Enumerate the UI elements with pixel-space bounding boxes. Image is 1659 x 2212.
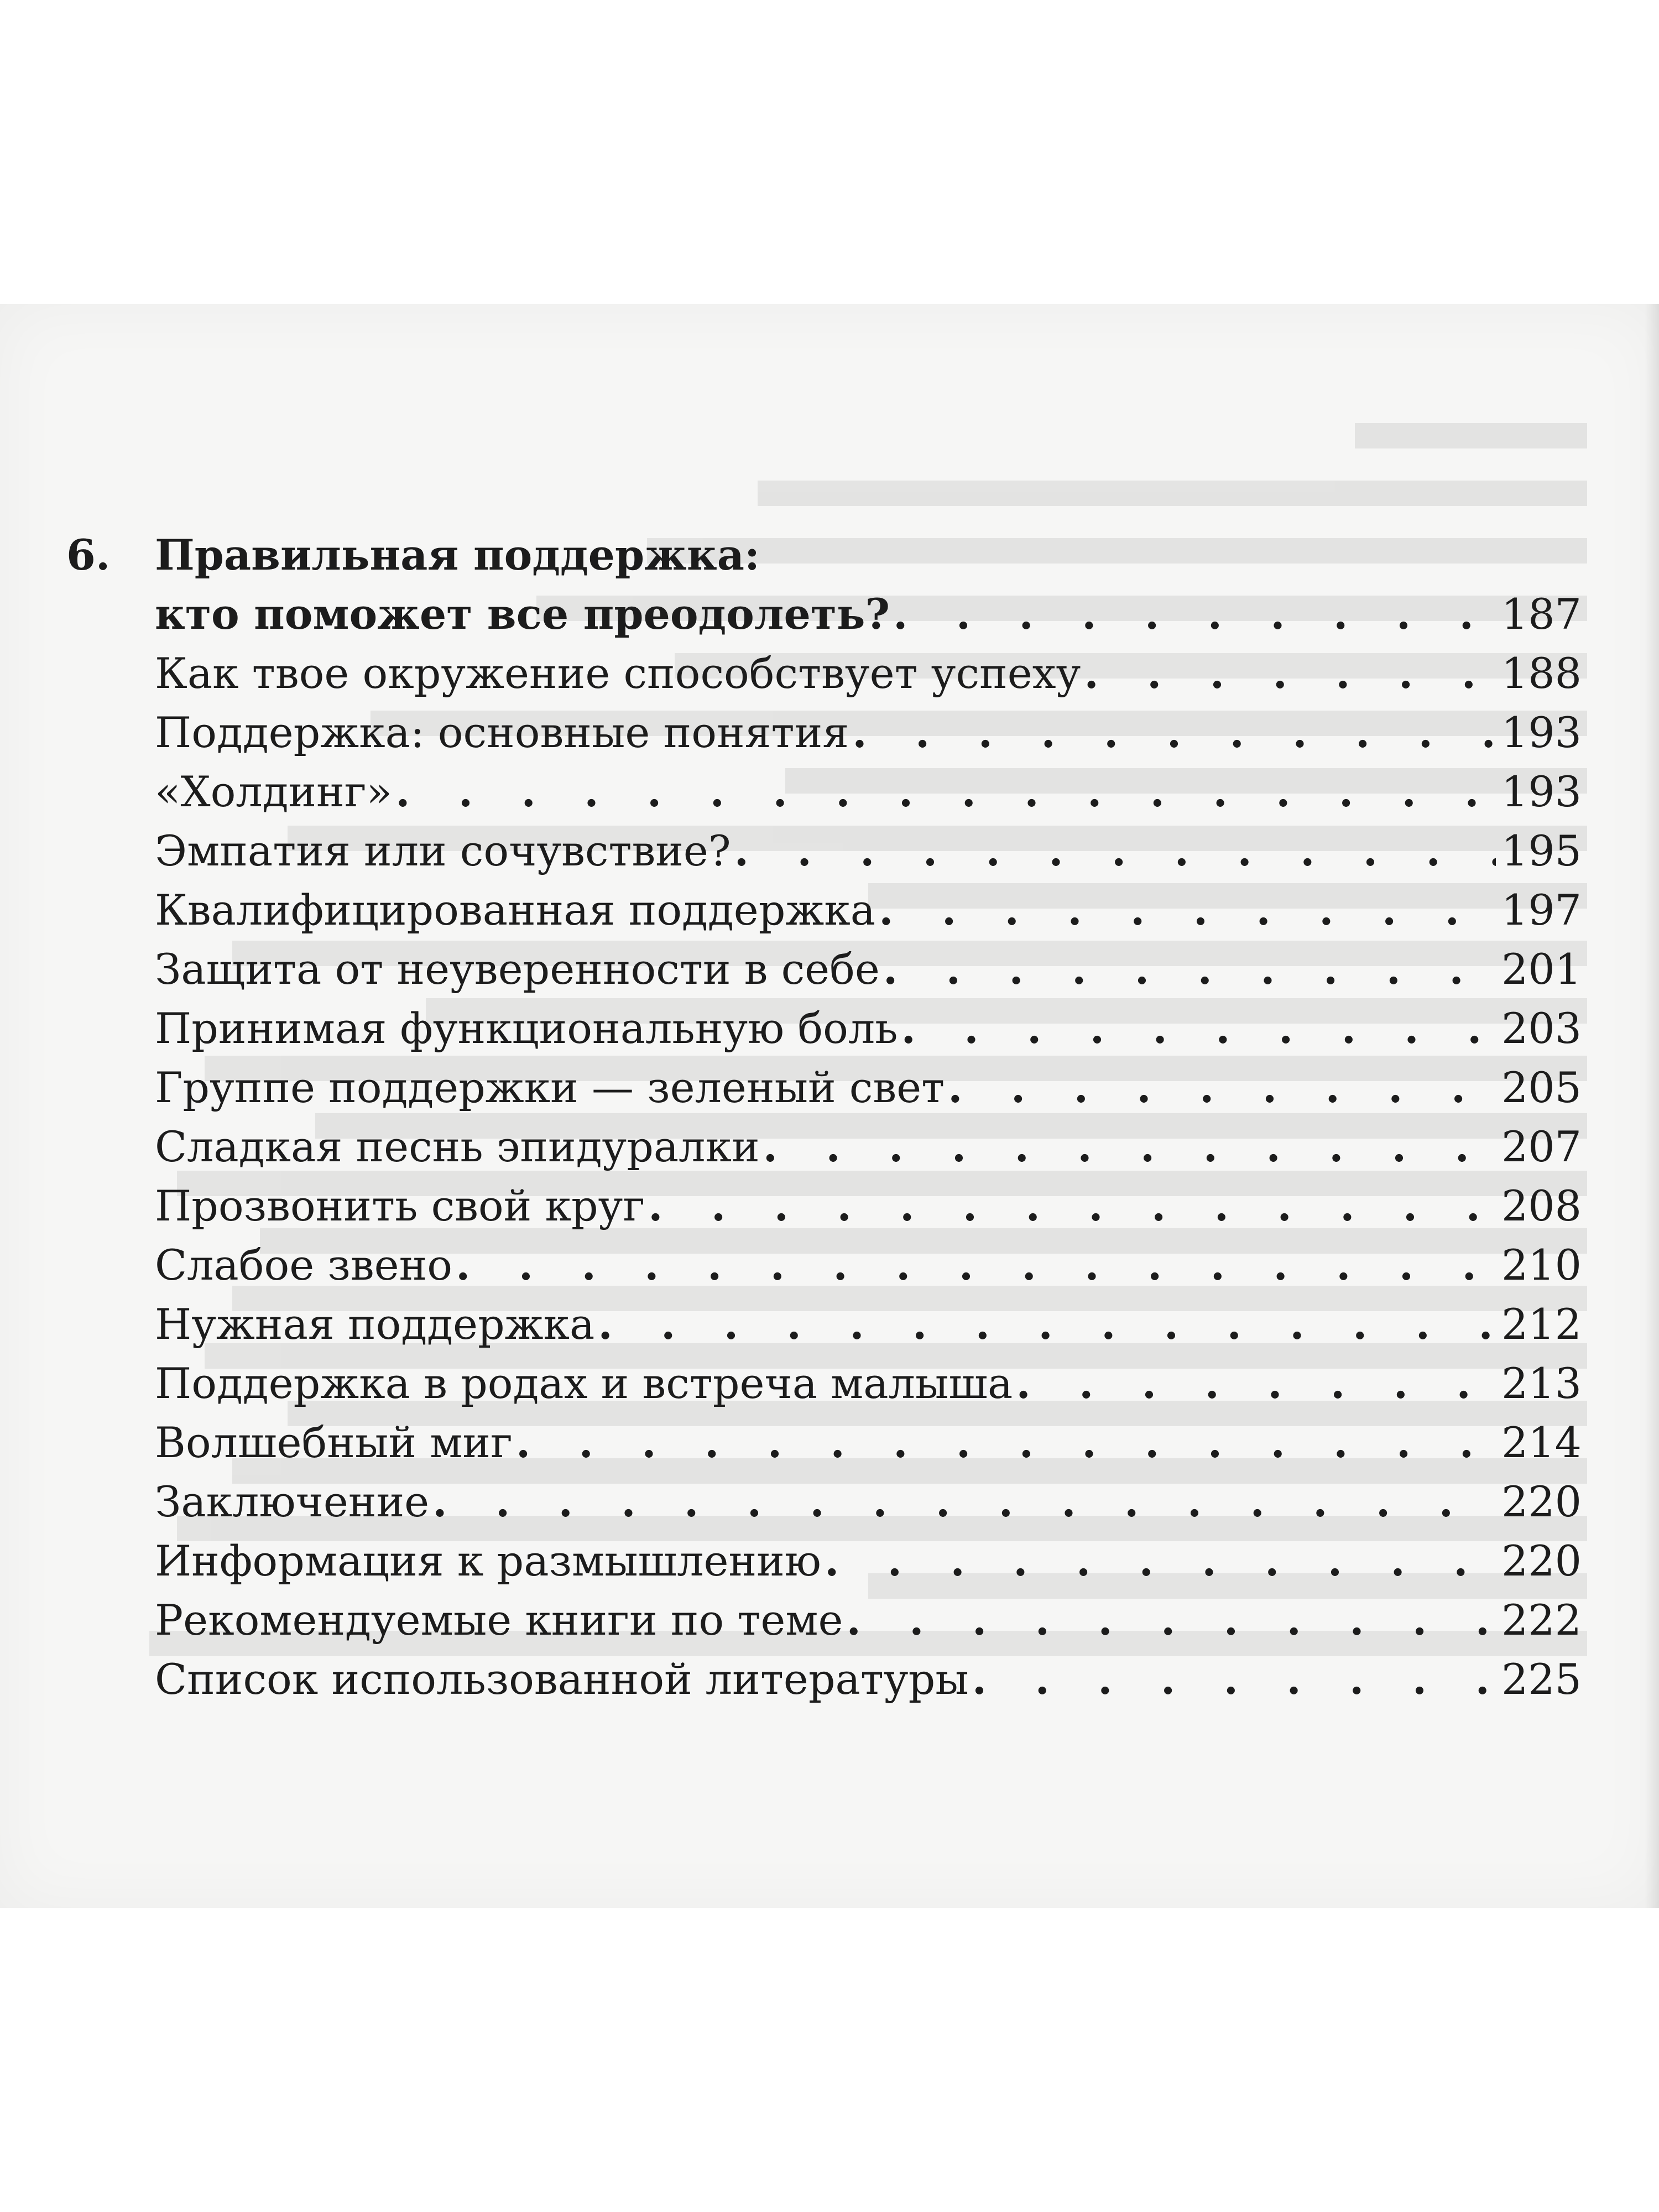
chapter-heading-line-2 — [66, 585, 1582, 644]
dot-leader — [395, 762, 1496, 821]
chapter-page-number: 187 — [1501, 589, 1582, 639]
toc-entry-title: Информация к размышлению — [155, 1536, 821, 1585]
dot-leader — [648, 1176, 1496, 1235]
toc-entry-title: Волшебный миг — [155, 1418, 513, 1467]
toc-entry-page: 193 — [1501, 767, 1582, 816]
toc-entry-page: 201 — [1501, 945, 1582, 994]
toc-entry-link[interactable] — [155, 1650, 1582, 1709]
toc-entry-page: 222 — [1501, 1595, 1582, 1645]
toc-entry — [66, 1590, 1582, 1650]
toc-entry — [66, 703, 1582, 762]
toc-entry — [66, 644, 1582, 703]
toc-entry-link[interactable] — [155, 1295, 1582, 1354]
toc-entry-link[interactable] — [155, 999, 1582, 1058]
page-edge-shadow — [1645, 304, 1659, 1908]
dot-leader — [972, 1650, 1496, 1709]
toc-entry-link[interactable] — [155, 1354, 1582, 1413]
toc-entry-link[interactable] — [155, 703, 1582, 762]
toc-entry-link[interactable] — [155, 762, 1582, 821]
toc-entry-link[interactable] — [155, 880, 1582, 940]
dot-leader — [846, 1590, 1495, 1650]
toc-entry — [66, 940, 1582, 999]
toc-entry-link[interactable] — [155, 1590, 1582, 1650]
toc-entry-title: Поддержка в родах и встреча малыша — [155, 1359, 1013, 1408]
toc-entry — [66, 762, 1582, 821]
toc-entry-page: 188 — [1501, 649, 1582, 698]
toc-entry-page: 213 — [1501, 1359, 1582, 1408]
dot-leader — [852, 703, 1496, 762]
toc-entry — [66, 880, 1582, 940]
toc-entry-page: 208 — [1501, 1181, 1582, 1230]
dot-leader — [948, 1058, 1496, 1117]
toc-entry-page: 214 — [1501, 1418, 1582, 1467]
toc-entry — [66, 1472, 1582, 1531]
toc-entry-link[interactable] — [155, 644, 1582, 703]
toc-entry-link[interactable] — [155, 1472, 1582, 1531]
toc-entry-link[interactable] — [155, 1413, 1582, 1472]
toc-entry — [66, 1295, 1582, 1354]
toc-entry — [66, 999, 1582, 1058]
toc-entry — [66, 1413, 1582, 1472]
toc-entry — [66, 1650, 1582, 1709]
dot-leader — [516, 1413, 1496, 1472]
toc-entry-link[interactable] — [155, 1176, 1582, 1235]
toc-entry-link[interactable] — [155, 940, 1582, 999]
toc-entry — [66, 1354, 1582, 1413]
toc-entry-page: 203 — [1501, 1004, 1582, 1053]
chapter-title-line-2[interactable] — [155, 585, 1582, 644]
toc-entry-title: Заключение — [155, 1477, 430, 1526]
toc-entry-title: «Холдинг» — [155, 767, 393, 816]
toc-entry-page: 207 — [1501, 1122, 1582, 1171]
toc-entry-link[interactable] — [155, 821, 1582, 880]
dot-leader — [734, 821, 1496, 880]
dot-leader — [825, 1531, 1496, 1590]
dot-leader — [883, 940, 1496, 999]
dot-leader — [879, 880, 1496, 940]
toc-entry-page: 195 — [1501, 826, 1582, 875]
chapter-title-part-2: кто поможет все преодолеть? — [155, 589, 890, 639]
toc-entry-page: 210 — [1501, 1240, 1582, 1290]
toc-entry-page: 220 — [1501, 1536, 1582, 1585]
dot-leader — [598, 1295, 1496, 1354]
toc-entry-title: Нужная поддержка — [155, 1300, 595, 1349]
toc-entry-page: 197 — [1501, 885, 1582, 935]
toc-entry — [66, 1176, 1582, 1235]
dot-leader — [901, 999, 1496, 1058]
chapter-heading-line-1 — [66, 525, 1582, 585]
toc-entry-page: 220 — [1501, 1477, 1582, 1526]
toc-entry-title: Слабое звено — [155, 1240, 453, 1290]
toc-entry-title: Сладкая песнь эпидуралки — [155, 1122, 760, 1171]
chapter-title-line-1 — [155, 525, 1582, 585]
toc-entry-page: 225 — [1501, 1655, 1582, 1704]
toc-entry-title: Группе поддержки — зеленый свет — [155, 1063, 945, 1112]
dot-leader — [1016, 1354, 1496, 1413]
toc-entry-title: Защита от неуверенности в себе — [155, 945, 880, 994]
dot-leader — [893, 585, 1496, 644]
toc-entry-link[interactable] — [155, 1531, 1582, 1590]
toc-entry-title: Рекомендуемые книги по теме — [155, 1595, 843, 1645]
toc-entry-title: Прозвонить свой круг — [155, 1181, 645, 1230]
toc-entry-title: Список использованной литературы — [155, 1655, 969, 1704]
toc-entry — [66, 1235, 1582, 1295]
toc-entry-link[interactable] — [155, 1235, 1582, 1295]
toc-entry-page: 193 — [1501, 708, 1582, 757]
toc-entry-title: Поддержка: основные понятия — [155, 708, 849, 757]
toc-entry-page: 212 — [1501, 1300, 1582, 1349]
dot-leader — [432, 1472, 1496, 1531]
dot-leader — [456, 1235, 1496, 1295]
toc-entry — [66, 821, 1582, 880]
toc-entry-link[interactable] — [155, 1058, 1582, 1117]
toc-entry — [66, 1058, 1582, 1117]
toc-entry-title: Принимая функциональную боль — [155, 1004, 898, 1053]
chapter-number: 6. — [66, 530, 111, 580]
toc-entry-title: Квалифицированная поддержка — [155, 885, 876, 935]
table-of-contents — [66, 525, 1582, 1709]
toc-entry-link[interactable] — [155, 1117, 1582, 1176]
toc-entry-title: Эмпатия или сочувствие? — [155, 826, 731, 875]
dot-leader — [1084, 644, 1496, 703]
toc-entry-page: 205 — [1501, 1063, 1582, 1112]
toc-entry — [66, 1531, 1582, 1590]
dot-leader — [763, 1117, 1496, 1176]
chapter-title-part-1: Правильная поддержка: — [155, 530, 760, 580]
toc-entry — [66, 1117, 1582, 1176]
toc-entry-title: Как твое окружение способствует успеху — [155, 649, 1081, 698]
